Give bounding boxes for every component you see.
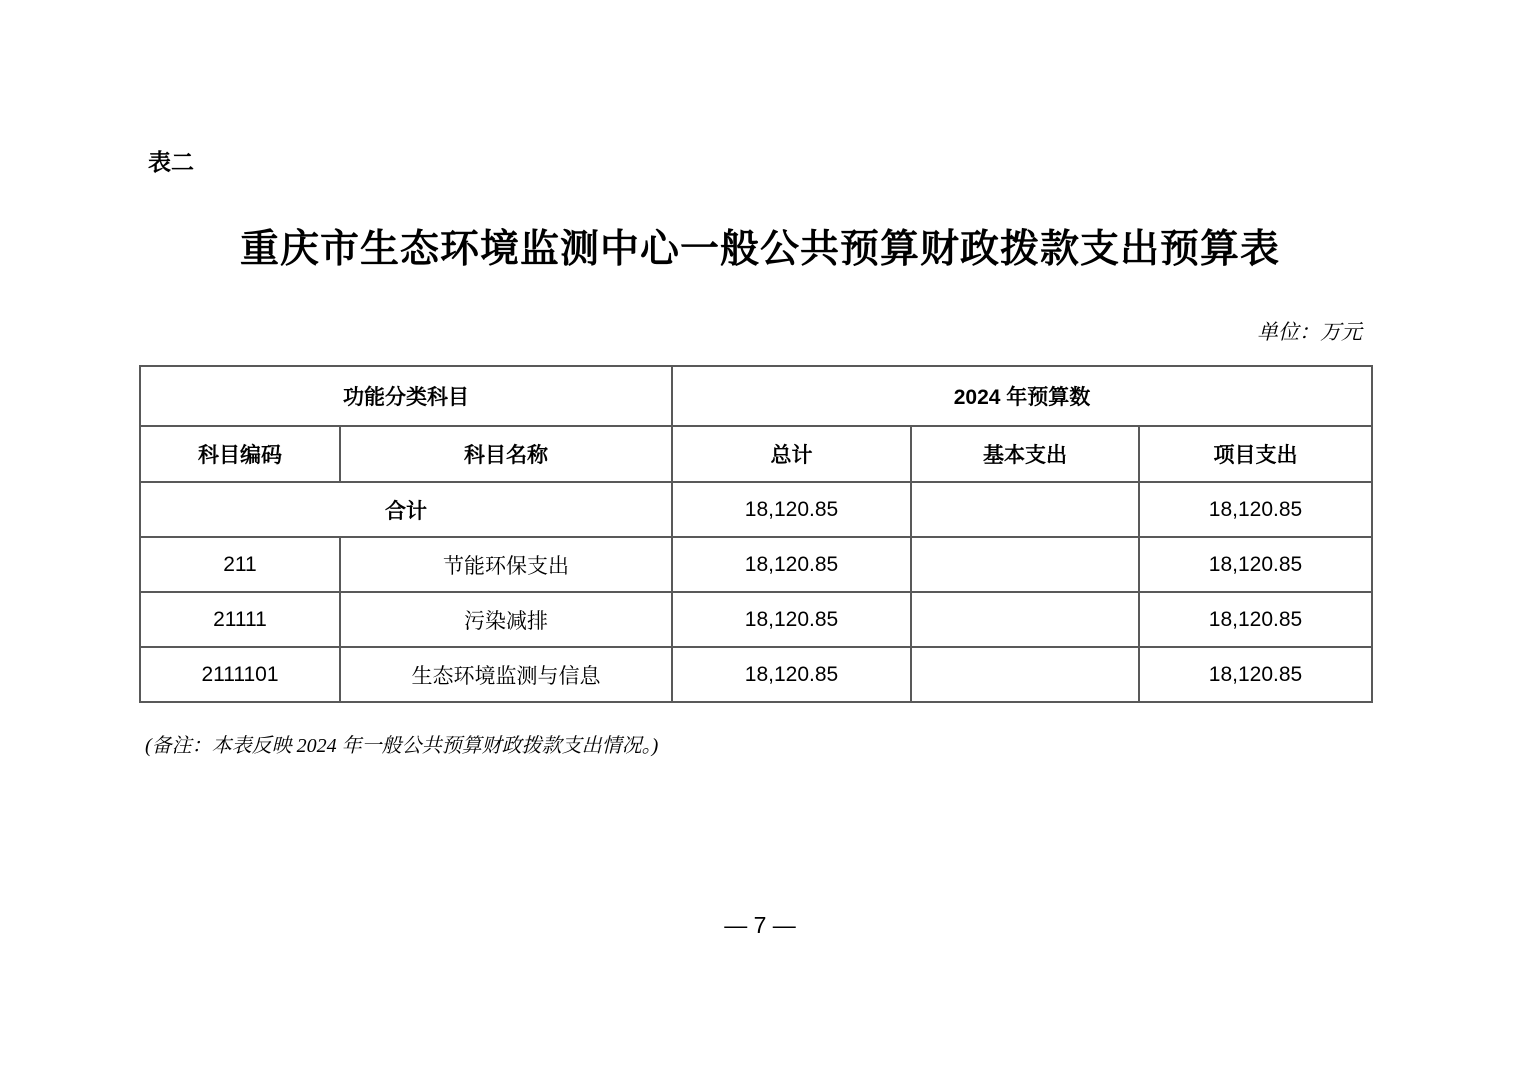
- table-column-header-row: [140, 426, 1372, 482]
- subject-code: 2111101: [140, 647, 340, 702]
- total-value: 18,120.85: [672, 592, 911, 647]
- total-row-project-value: 18,120.85: [1139, 482, 1372, 537]
- page-title: 重庆市生态环境监测中心一般公共预算财政拨款支出预算表: [239, 228, 1280, 271]
- col-header-project-expenditure: 项目支出: [1139, 426, 1372, 482]
- total-row-basic-value: [911, 482, 1139, 537]
- table-row: [140, 592, 1372, 647]
- table-number-label: 表二: [148, 149, 194, 175]
- total-row-total-value: 18,120.85: [672, 482, 911, 537]
- col-header-total: 总计: [672, 426, 911, 482]
- subject-name: 污染减排: [340, 592, 672, 647]
- table-row-total: [140, 482, 1372, 537]
- basic-expenditure-value: [911, 592, 1139, 647]
- total-value: 18,120.85: [672, 647, 911, 702]
- table-row: [140, 647, 1372, 702]
- table-header-group-row: [140, 366, 1372, 426]
- project-expenditure-value: 18,120.85: [1139, 537, 1372, 592]
- col-header-basic-expenditure: 基本支出: [911, 426, 1139, 482]
- col-header-subject-code: 科目编码: [140, 426, 340, 482]
- basic-expenditure-value: [911, 537, 1139, 592]
- subject-name: 生态环境监测与信息: [340, 647, 672, 702]
- header-group-budget-2024: 2024 年预算数: [672, 366, 1372, 426]
- unit-note: 单位：万元: [1257, 320, 1362, 344]
- project-expenditure-value: 18,120.85: [1139, 647, 1372, 702]
- footnote: (备注：本表反映 2024 年一般公共预算财政拨款支出情况。): [145, 735, 659, 757]
- col-header-subject-name: 科目名称: [340, 426, 672, 482]
- total-row-label: 合计: [140, 482, 672, 537]
- header-group-function-classification: 功能分类科目: [140, 366, 672, 426]
- subject-code: 211: [140, 537, 340, 592]
- basic-expenditure-value: [911, 647, 1139, 702]
- subject-code: 21111: [140, 592, 340, 647]
- table-row: [140, 537, 1372, 592]
- total-value: 18,120.85: [672, 537, 911, 592]
- page-number: — 7 —: [724, 912, 796, 938]
- project-expenditure-value: 18,120.85: [1139, 592, 1372, 647]
- subject-name: 节能环保支出: [340, 537, 672, 592]
- budget-table: [139, 365, 1373, 703]
